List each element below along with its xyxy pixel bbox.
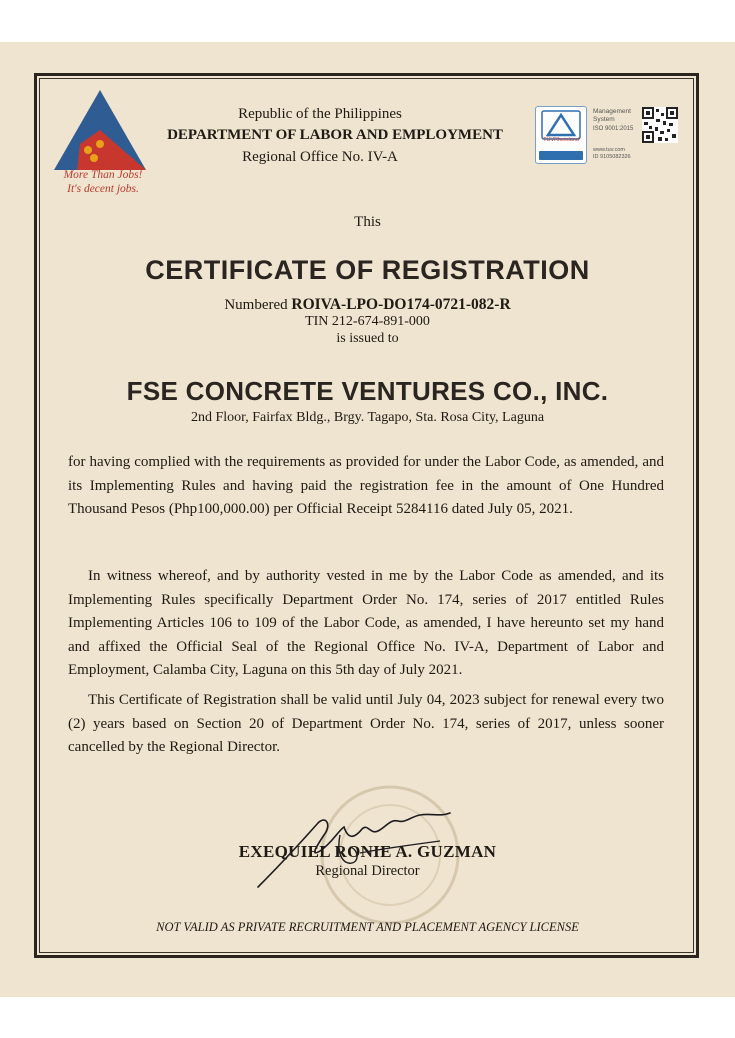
logo-tagline-2: It's decent jobs. (67, 183, 139, 195)
witness-paragraph: In witness whereof, and by authority vested in me by the Labor Code as amended, and its Implementing Rules specifically Department Order No. 174, series of 2017 entitled Rules Implementing Articles 106 to 109 of the Labor Code, as amended, I have hereunto set my hand and affixed the Official Seal of the Regional Office No. IV-A, Department of Labor and Employment, Calamba City, Laguna on this 5th day of July 2021. (68, 568, 664, 678)
tuv-text-3: www.tuv.com (593, 147, 625, 153)
validity-paragraph: This Certificate of Registration shall be valid until July 04, 2023 subject for renewal every two (2) years based on Section 20 of Department Order No. 174, series of 2017, unless sooner cancelled by the Regional Director. (68, 692, 664, 755)
header-department: DEPARTMENT OF LABOR AND EMPLOYMENT (167, 127, 503, 143)
registration-number: ROIVA-LPO-DO174-0721-082-R (291, 296, 511, 313)
signatory-name: EXEQUIEL RONIE A. GUZMAN (238, 842, 497, 861)
tuv-text-1: Management System (593, 108, 631, 123)
company-name: FSE CONCRETE VENTURES CO., INC. (126, 376, 609, 406)
registration-number-line (0, 296, 735, 314)
qr-code-icon (642, 107, 678, 143)
header-regional-office: Regional Office No. IV-A (242, 149, 398, 165)
issued-to-text: is issued to (336, 331, 399, 346)
footer-disclaimer: NOT VALID AS PRIVATE RECRUITMENT AND PLACEMENT AGENCY LICENSE (156, 920, 579, 934)
tin-number: TIN 212-674-891-000 (305, 314, 430, 329)
tuv-brand: TÜVRheinland (543, 137, 579, 143)
certificate-title: CERTIFICATE OF REGISTRATION (145, 255, 590, 285)
compliance-paragraph: for having complied with the requirements as provided for under the Labor Code, as amended, and its Implementing Rules and having paid the registration fee in the amount of One Hundred Thousand Pesos (Php100,000.00) per Official Receipt 5284116 dated July 05, 2021. (68, 454, 664, 517)
header-republic: Republic of the Philippines (238, 106, 402, 122)
signature-icon (240, 805, 470, 895)
intro-text: This (354, 214, 381, 230)
numbered-label: Numbered (224, 297, 288, 313)
tuv-text-4: ID 9105082326 (593, 154, 631, 160)
company-address: 2nd Floor, Fairfax Bldg., Brgy. Tagapo, Sta. Rosa City, Laguna (190, 410, 545, 425)
tuv-certification-badge (535, 106, 587, 164)
logo-tagline-1: More Than Jobs! (63, 169, 143, 181)
signatory-title: Regional Director (315, 863, 420, 879)
tuv-text-2: ISO 9001:2015 (593, 126, 634, 132)
